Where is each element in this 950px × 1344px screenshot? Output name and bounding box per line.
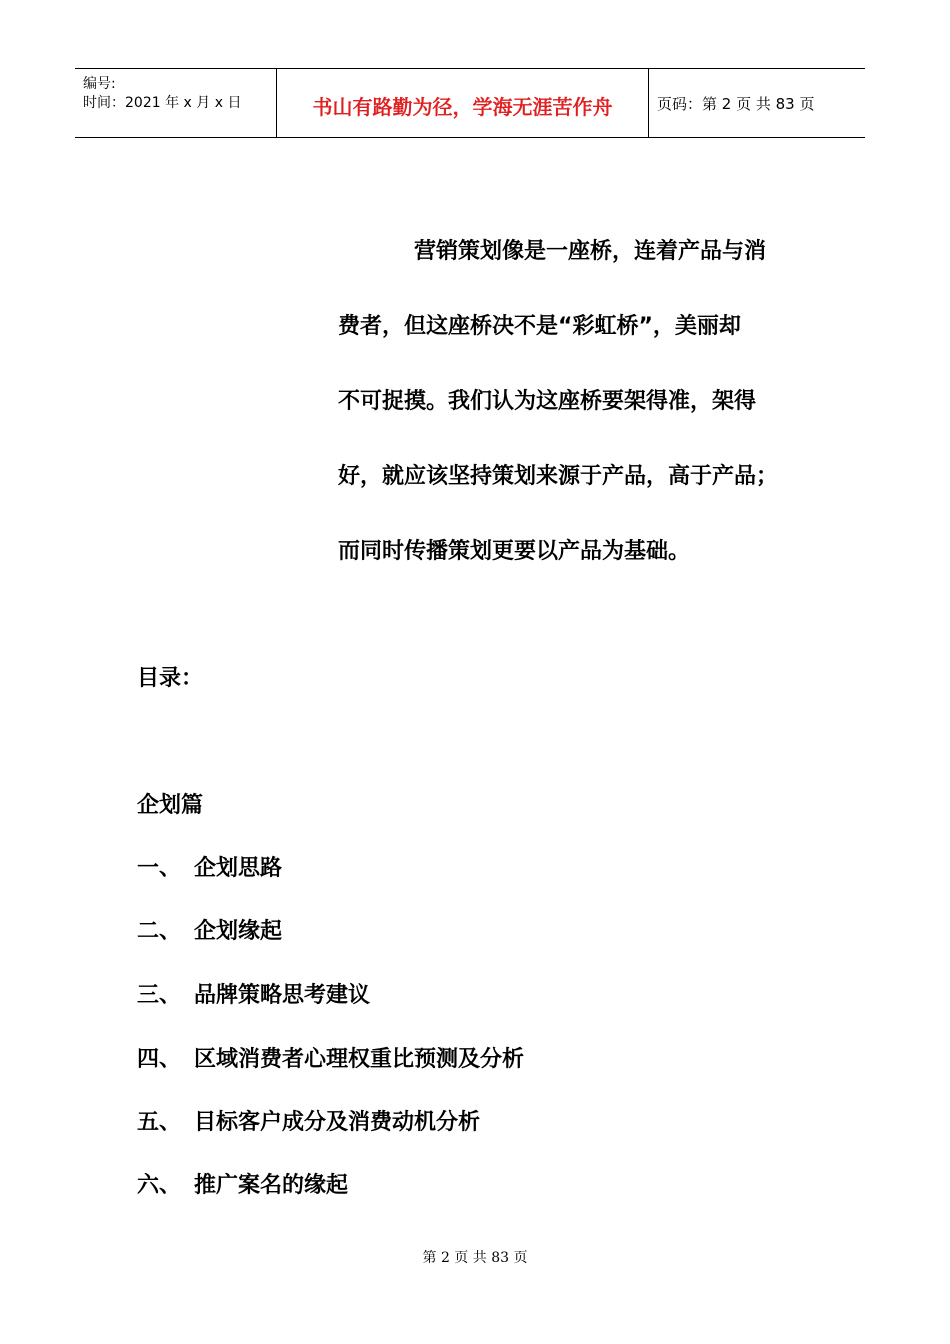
toc-item-text: 企划思路 (194, 856, 283, 881)
toc-item-number: 一、 (137, 856, 182, 881)
toc-item-text: 区域消费者心理权重比预测及分析 (194, 1047, 525, 1072)
intro-line: 不可捉摸。我们认为这座桥要架得准，架得 (338, 389, 757, 414)
intro-line: 费者，但这座桥决不是“彩虹桥”，美丽却 (338, 314, 741, 339)
toc-item-number: 四、 (137, 1047, 182, 1072)
toc-item-text: 企划缘起 (194, 919, 283, 944)
toc-item-number: 六、 (137, 1173, 182, 1198)
header-motto: 书山有路勤为径，学海无涯苦作舟 (312, 95, 613, 119)
toc-item-text: 目标客户成分及消费动机分析 (194, 1110, 481, 1135)
toc-item-number: 五、 (137, 1110, 182, 1135)
intro-line: 营销策划像是一座桥，连着产品与消 (414, 239, 767, 264)
toc-title: 目录： (137, 666, 204, 691)
document-number-label: 编号: (83, 76, 116, 92)
header-page-info: 页码：第 2 页 共 83 页 (657, 95, 815, 113)
header-meta-cell (75, 69, 277, 137)
toc-item-text: 推广案名的缘起 (194, 1173, 349, 1198)
toc-item-number: 三、 (137, 983, 182, 1008)
toc-section-title: 企划篇 (137, 793, 204, 818)
header-page-cell (649, 69, 865, 137)
page-header (75, 68, 865, 138)
intro-line: 好，就应该坚持策划来源于产品，高于产品； (338, 464, 779, 489)
toc-item-text: 品牌策略思考建议 (194, 983, 371, 1008)
intro-line: 而同时传播策划更要以产品为基础。 (338, 539, 691, 564)
toc-item-number: 二、 (137, 919, 182, 944)
document-time-label: 时间：2021 年 x 月 x 日 (83, 95, 242, 111)
page-footer: 第 2 页 共 83 页 (422, 1250, 528, 1266)
header-motto-cell (277, 69, 649, 137)
